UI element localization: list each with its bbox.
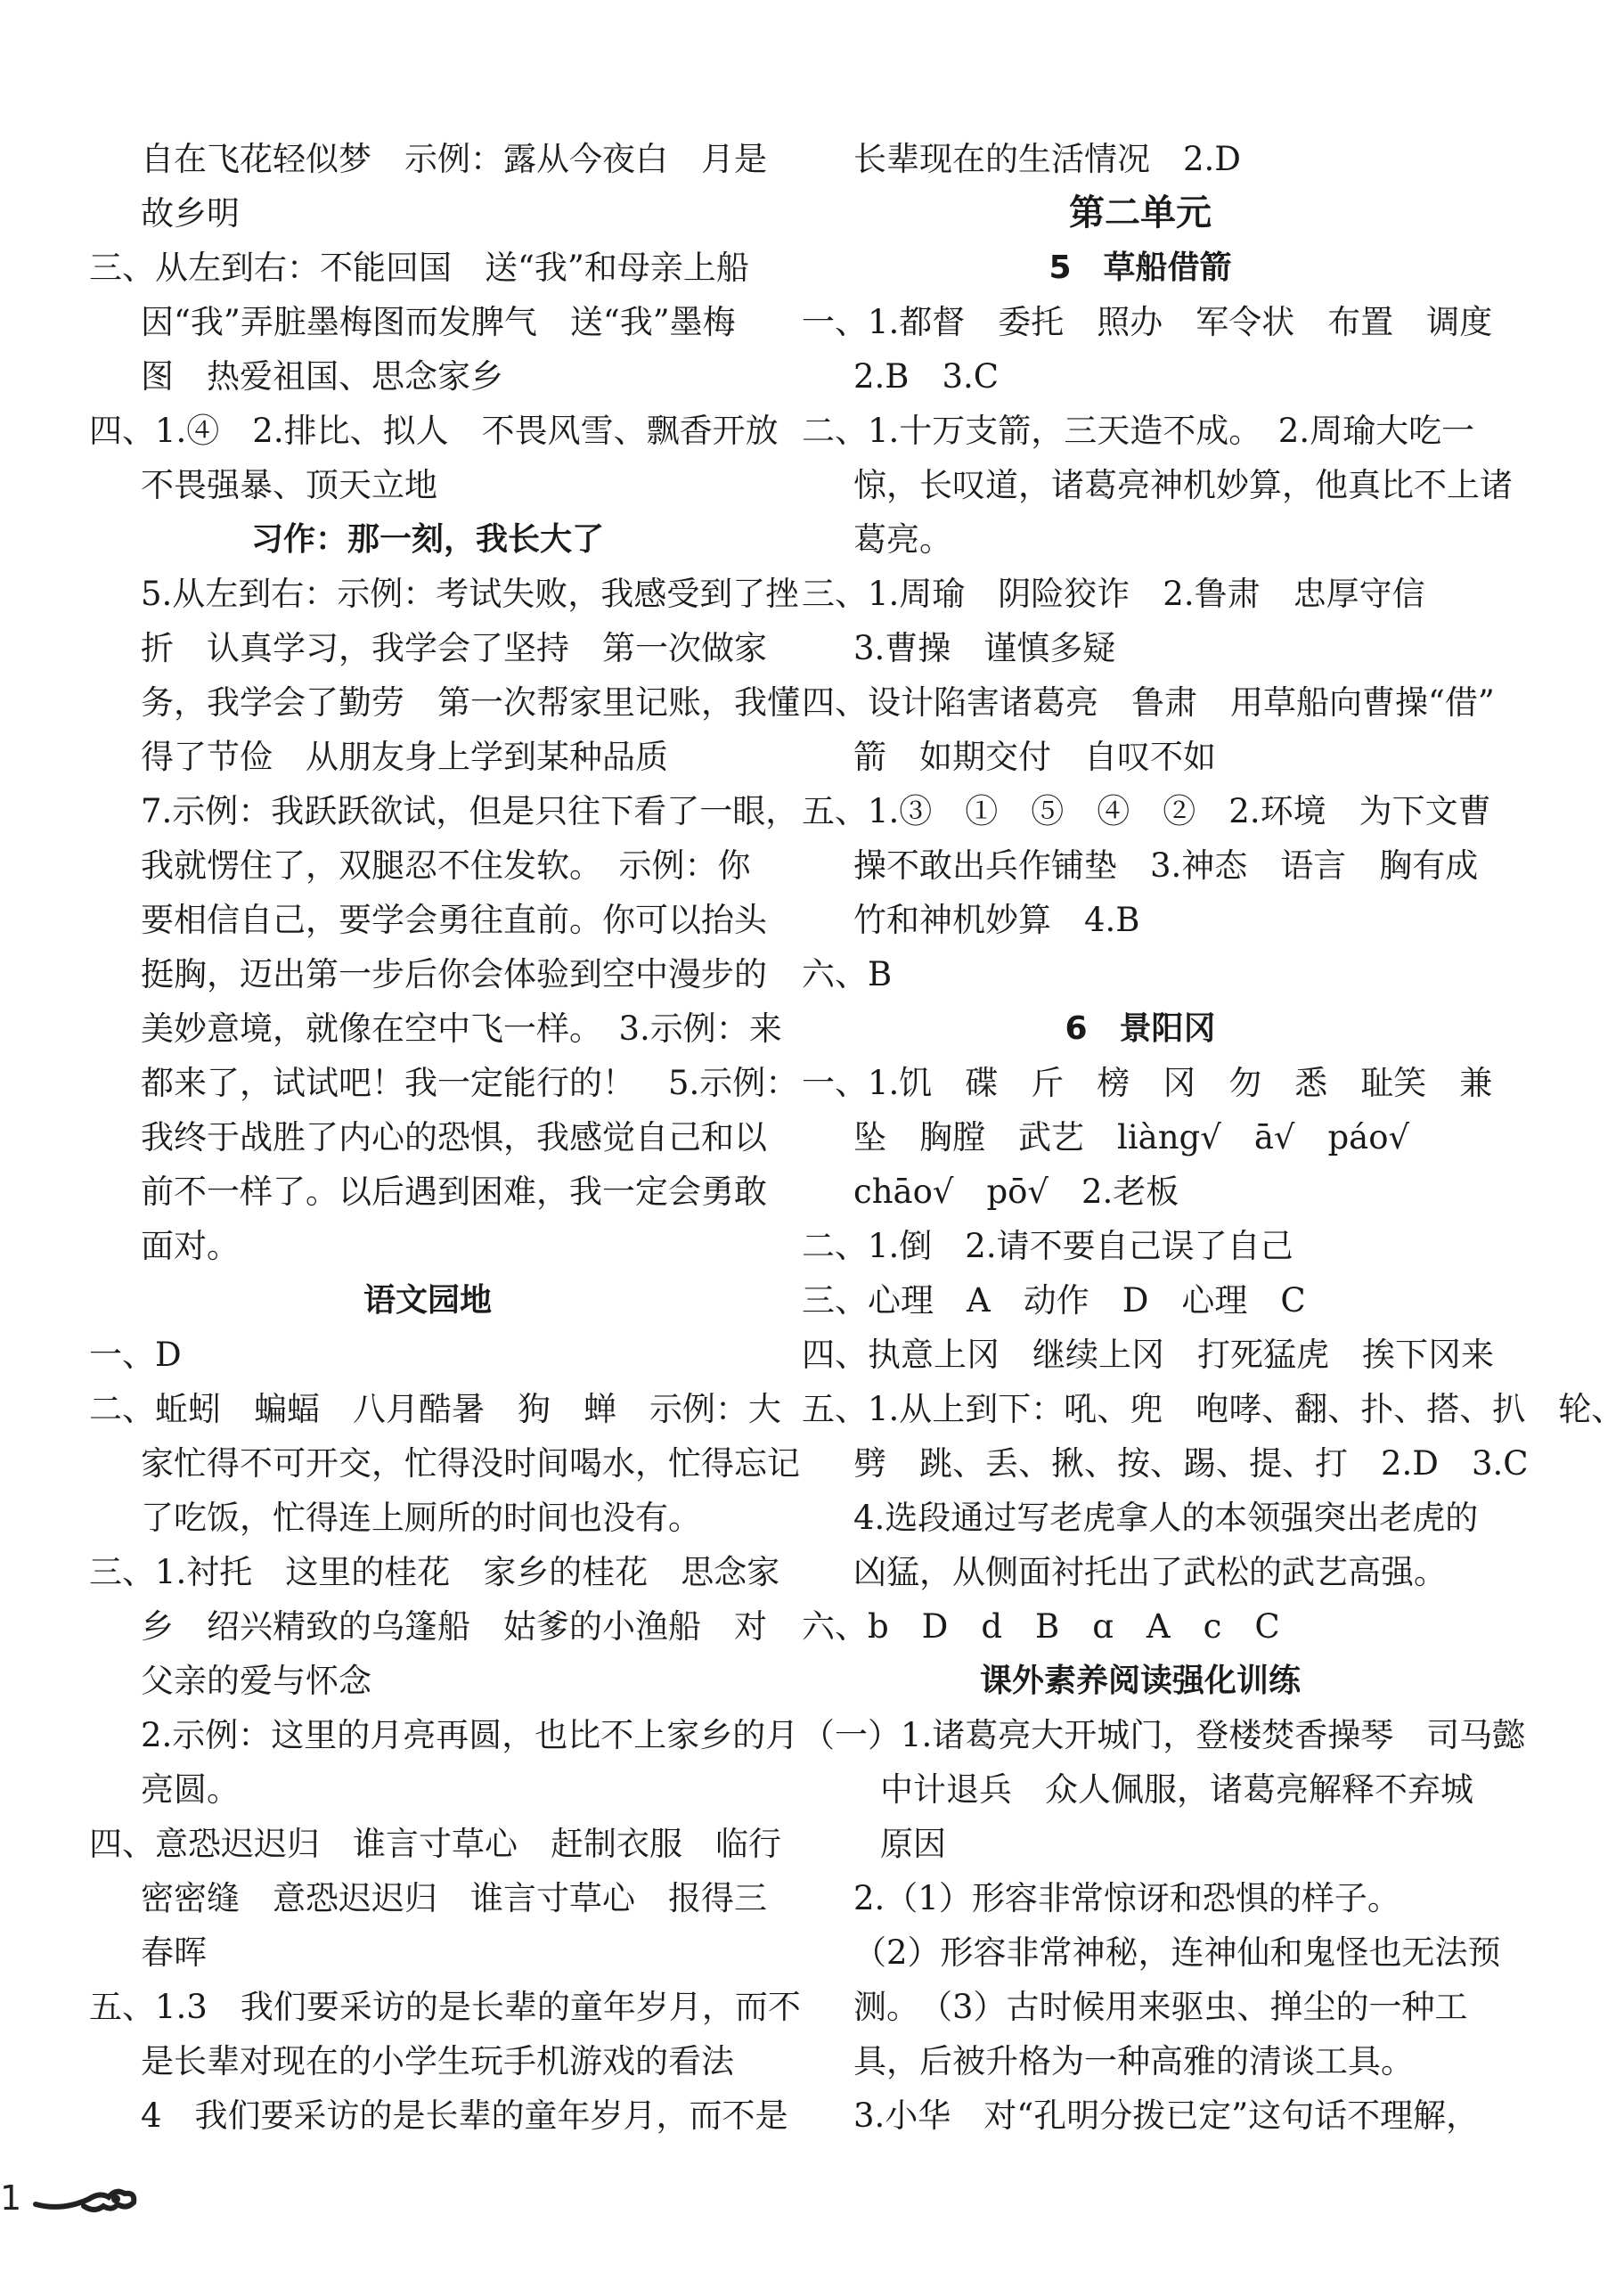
text-line: 2.（1）形容非常惊讶和恐惧的样子。 xyxy=(853,1879,1400,1917)
text-line: 惊，长叹道，诸葛亮神机妙算，他真比不上诸 xyxy=(853,466,1513,504)
text-line: 三、1.周瑜 阴险狡诈 2.鲁肃 忠厚守信 xyxy=(802,575,1425,613)
text-line: 3.小华 对“孔明分拨已定”这句话不理解， xyxy=(853,2096,1480,2135)
cloud-ornament-icon xyxy=(27,2165,143,2219)
text-line: 7.示例：我跃跃欲试，但是只往下看了一眼， xyxy=(141,792,799,830)
text-line: 4.选段通过写老虎拿人的本领强突出老虎的 xyxy=(853,1499,1479,1537)
text-line: 5.从左到右：示例：考试失败，我感受到了挫 xyxy=(141,575,799,613)
text-line: 2.示例：这里的月亮再圆，也比不上家乡的月 xyxy=(141,1716,799,1754)
text-line: 凶猛，从侧面衬托出了武松的武艺高强。 xyxy=(853,1553,1447,1591)
text-line: 要相信自己，要学会勇往直前。你可以抬头 xyxy=(141,901,767,939)
text-line: 长辈现在的生活情况 2.D xyxy=(853,140,1241,178)
section-heading: 习作：那一刻，我长大了 xyxy=(250,521,604,558)
text-line: 故乡明 xyxy=(141,194,240,233)
text-line: chāo√ pō√ 2.老板 xyxy=(853,1173,1179,1211)
text-line: 四、意恐迟迟归 谁言寸草心 赶制衣服 临行 xyxy=(89,1825,781,1863)
lesson-heading: 5 草船借箭 xyxy=(1049,249,1232,286)
text-line: 原因 xyxy=(880,1825,946,1863)
text-line: 中计退兵 众人佩服，诸葛亮解释不弃城 xyxy=(880,1770,1473,1809)
text-line: 劈 跳、丢、揪、按、踢、提、打 2.D 3.C xyxy=(853,1444,1529,1483)
text-line: 密密缝 意恐迟迟归 谁言寸草心 报得三 xyxy=(141,1879,767,1917)
text-line: 坠 胸膛 武艺 liàng√ ā√ páo√ xyxy=(853,1118,1410,1156)
text-line: 都来了，试试吧！我一定能行的！ 5.示例： xyxy=(141,1064,799,1102)
text-line: 竹和神机妙算 4.B xyxy=(853,901,1140,939)
section-heading: 课外素养阅读强化训练 xyxy=(979,1663,1301,1699)
right-column xyxy=(802,132,1624,2143)
text-line: 二、1.倒 2.请不要自己误了自己 xyxy=(802,1227,1293,1265)
text-line: 六、B xyxy=(802,955,893,993)
text-line: 4 我们要采访的是长辈的童年岁月，而不是 xyxy=(141,2096,788,2135)
lesson-heading: 6 景阳冈 xyxy=(1065,1010,1216,1047)
text-line: 美妙意境，就像在空中飞一样。 3.示例：来 xyxy=(141,1009,782,1048)
text-line: 二、1.十万支箭，三天造不成。 2.周瑜大吃一 xyxy=(802,412,1475,450)
text-line: 五、1.③ ① ⑤ ④ ② 2.环境 为下文曹 xyxy=(802,792,1491,830)
text-line: 葛亮。 xyxy=(853,520,952,559)
text-line: 父亲的爱与怀念 xyxy=(141,1662,371,1700)
text-line: 了吃饭，忙得连上厕所的时间也没有。 xyxy=(141,1499,701,1537)
text-line: 测。 （3）古时候用来驱虫、掸尘的一种工 xyxy=(853,1988,1468,2026)
text-line: 四、执意上冈 继续上冈 打死猛虎 挨下冈来 xyxy=(802,1336,1494,1374)
text-line: （2）形容非常神秘，连神仙和鬼怪也无法预 xyxy=(853,1933,1501,1972)
text-line: 四、1.④ 2.排比、拟人 不畏风雪、飘香开放 xyxy=(89,412,779,450)
text-line: 2.B 3.C xyxy=(853,357,1000,396)
page-number: 1 xyxy=(0,2178,22,2218)
text-line: 三、心理 A 动作 D 心理 C xyxy=(802,1281,1306,1320)
text-line: 一、1.都督 委托 照办 军令状 布置 调度 xyxy=(802,303,1493,341)
text-line: 挺胸，迈出第一步后你会体验到空中漫步的 xyxy=(141,955,767,993)
text-line: 五、1.3 我们要采访的是长辈的童年岁月，而不 xyxy=(89,1988,801,2026)
text-line: 四、设计陷害诸葛亮 鲁肃 用草船向曹操“借” xyxy=(802,683,1495,722)
text-line: 图 热爱祖国、思念家乡 xyxy=(141,357,503,396)
text-line: 我终于战胜了内心的恐惧，我感觉自己和以 xyxy=(141,1118,767,1156)
text-line: 亮圆。 xyxy=(141,1770,240,1809)
text-line: 箭 如期交付 自叹不如 xyxy=(853,738,1216,776)
text-line: 乡 绍兴精致的乌篷船 姑爹的小渔船 对 xyxy=(141,1607,767,1646)
text-line: 自在飞花轻似梦 示例：露从今夜白 月是 xyxy=(141,140,767,178)
text-line: 操不敢出兵作铺垫 3.神态 语言 胸有成 xyxy=(853,846,1479,885)
text-line: 六、b D d B ɑ A c C xyxy=(802,1607,1280,1646)
section-heading: 语文园地 xyxy=(363,1282,492,1319)
text-line: 折 认真学习，我学会了坚持 第一次做家 xyxy=(141,629,767,667)
text-line: 是长辈对现在的小学生玩手机游戏的看法 xyxy=(141,2042,734,2080)
text-line: 一、D xyxy=(89,1336,182,1374)
text-line: （一）1.诸葛亮大开城门，登楼焚香操琴 司马懿 xyxy=(802,1716,1526,1754)
text-line: 具，后被升格为一种高雅的清谈工具。 xyxy=(853,2042,1414,2080)
text-line: 前不一样了。以后遇到困难，我一定会勇敢 xyxy=(141,1173,767,1211)
text-line: 因“我”弄脏墨梅图而发脾气 送“我”墨梅 xyxy=(141,303,736,341)
text-line: 我就愣住了，双腿忍不住发软。 示例：你 xyxy=(141,846,751,885)
text-line: 得了节俭 从朋友身上学到某种品质 xyxy=(141,738,668,776)
text-line: 二、蚯蚓 蝙蝠 八月酷暑 狗 蝉 示例：大 xyxy=(89,1390,781,1428)
text-line: 三、从左到右：不能回国 送“我”和母亲上船 xyxy=(89,249,749,287)
text-line: 不畏强暴、顶天立地 xyxy=(141,466,437,504)
unit-heading: 第二单元 xyxy=(1069,192,1212,233)
text-line: 一、1.饥 碟 斤 榜 冈 勿 悉 耻笑 兼 xyxy=(802,1064,1493,1102)
text-line: 五、1.从上到下：吼、兜 咆哮、翻、扑、搭、扒 轮、 xyxy=(802,1390,1624,1428)
left-column xyxy=(89,132,801,2143)
text-line: 三、1.衬托 这里的桂花 家乡的桂花 思念家 xyxy=(89,1553,780,1591)
text-line: 务，我学会了勤劳 第一次帮家里记账，我懂 xyxy=(141,683,800,722)
text-line: 面对。 xyxy=(141,1227,240,1265)
text-line: 3.曹操 谨慎多疑 xyxy=(853,629,1116,667)
text-line: 春晖 xyxy=(141,1933,207,1972)
text-line: 家忙得不可开交，忙得没时间喝水，忙得忘记 xyxy=(141,1444,800,1483)
